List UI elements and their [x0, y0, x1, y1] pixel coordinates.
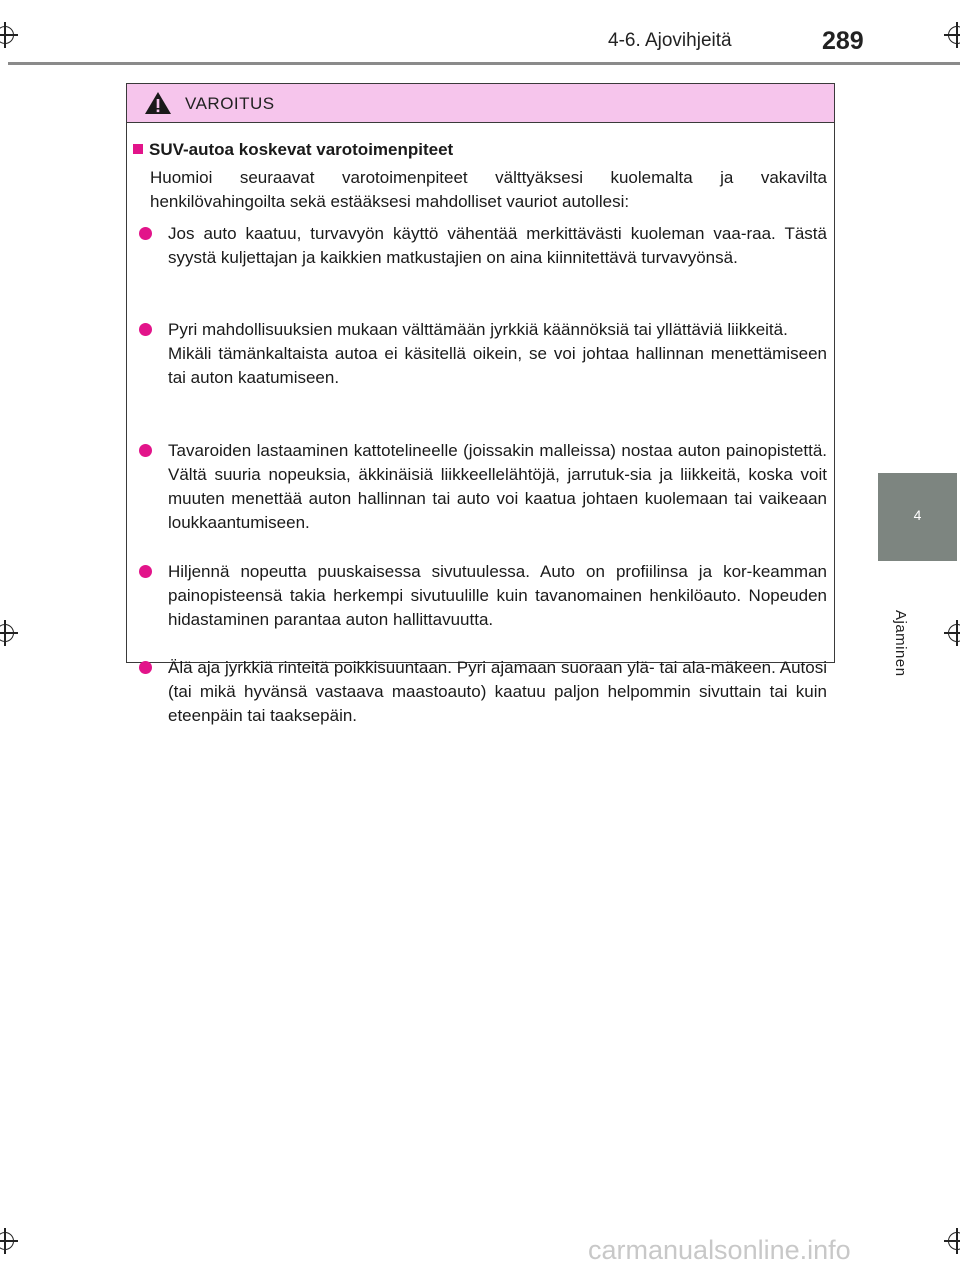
- list-item: [134, 439, 827, 535]
- chapter-label: Ajaminen: [892, 610, 909, 677]
- warning-header: [127, 84, 834, 123]
- warning-heading: [133, 140, 453, 160]
- list-item-text: Jos auto kaatuu, turvavyön käyttö vähentää merkittävästi kuoleman vaa-raa. Tästä syystä kuljettajan ja kaikkien matkustajien on aina kiinnitettävä turvavyönsä.: [168, 224, 827, 267]
- page-number: 289: [822, 27, 864, 55]
- header-rule: [8, 62, 960, 65]
- circle-bullet-icon: [139, 565, 152, 578]
- registration-mark-bottom-left: [0, 1228, 18, 1254]
- list-item: [134, 560, 827, 632]
- warning-title: VAROITUS: [185, 94, 275, 113]
- circle-bullet-icon: [139, 323, 152, 336]
- list-item-text: Tavaroiden lastaaminen kattotelineelle (joissakin malleissa) nostaa auton painopistettä. Vältä suuria nopeuksia, äkkinäisiä liikkeellelähtöjä, jarrutuk-sia ja liikkeitä, koska voit muuten menettää auton hallinnan tai auto voi kaatua johtaen kuolemaan tai vaikeaan loukkaantumiseen.: [168, 441, 827, 532]
- watermark: carmanualsonline.info: [588, 1235, 851, 1265]
- list-item-text: Hiljennä nopeutta puuskaisessa sivutuulessa. Auto on profiilinsa ja kor-keamman painopisteensä takia herkempi sivutuulille kuin tavanomainen henkilöauto. Nopeuden hidastaminen parantaa auton hallittavuutta.: [168, 562, 827, 629]
- warning-box: [126, 83, 835, 725]
- list-item-text: Pyri mahdollisuuksien mukaan välttämään jyrkkiä käännöksiä tai yllättäviä liikkeitä.: [168, 320, 788, 339]
- registration-mark-bottom-right: [944, 1228, 960, 1254]
- registration-mark-mid-right: [944, 620, 960, 646]
- list-item: [134, 656, 827, 728]
- circle-bullet-icon: [139, 661, 152, 674]
- warning-heading-text: SUV-autoa koskevat varotoimenpiteet: [149, 140, 454, 159]
- warning-triangle-icon: [144, 91, 172, 115]
- list-item-text: Älä aja jyrkkiä rinteitä poikkisuuntaan. Pyri ajamaan suoraan ylä- tai ala-mäkeen. Autosi (tai mikä hyvänsä vastaava maastoauto) kaatuu paljon helpommin sivuttain tai kuin eteenpäin tai taaksepäin.: [168, 658, 827, 725]
- registration-mark-top-left: [0, 22, 18, 48]
- circle-bullet-icon: [139, 444, 152, 457]
- circle-bullet-icon: [139, 227, 152, 240]
- warning-intro: Huomioi seuraavat varotoimenpiteet välttyäksesi kuolemalta ja vakavilta henkilövahingoilta sekä estääksesi mahdolliset vauriot autollesi:: [150, 168, 827, 211]
- chapter-tab: [878, 473, 957, 561]
- list-item: [134, 222, 827, 270]
- section-title: 4-6. Ajovihjeitä: [608, 30, 732, 51]
- list-item-text: Mikäli tämänkaltaista autoa ei käsitellä oikein, se voi johtaa hallinnan menettämiseen tai auton kaatumiseen.: [168, 344, 827, 387]
- square-bullet-icon: [133, 144, 143, 154]
- registration-mark-mid-left: [0, 620, 18, 646]
- registration-mark-top-right: [944, 22, 960, 48]
- chapter-number: 4: [913, 507, 922, 523]
- list-item: [134, 318, 827, 390]
